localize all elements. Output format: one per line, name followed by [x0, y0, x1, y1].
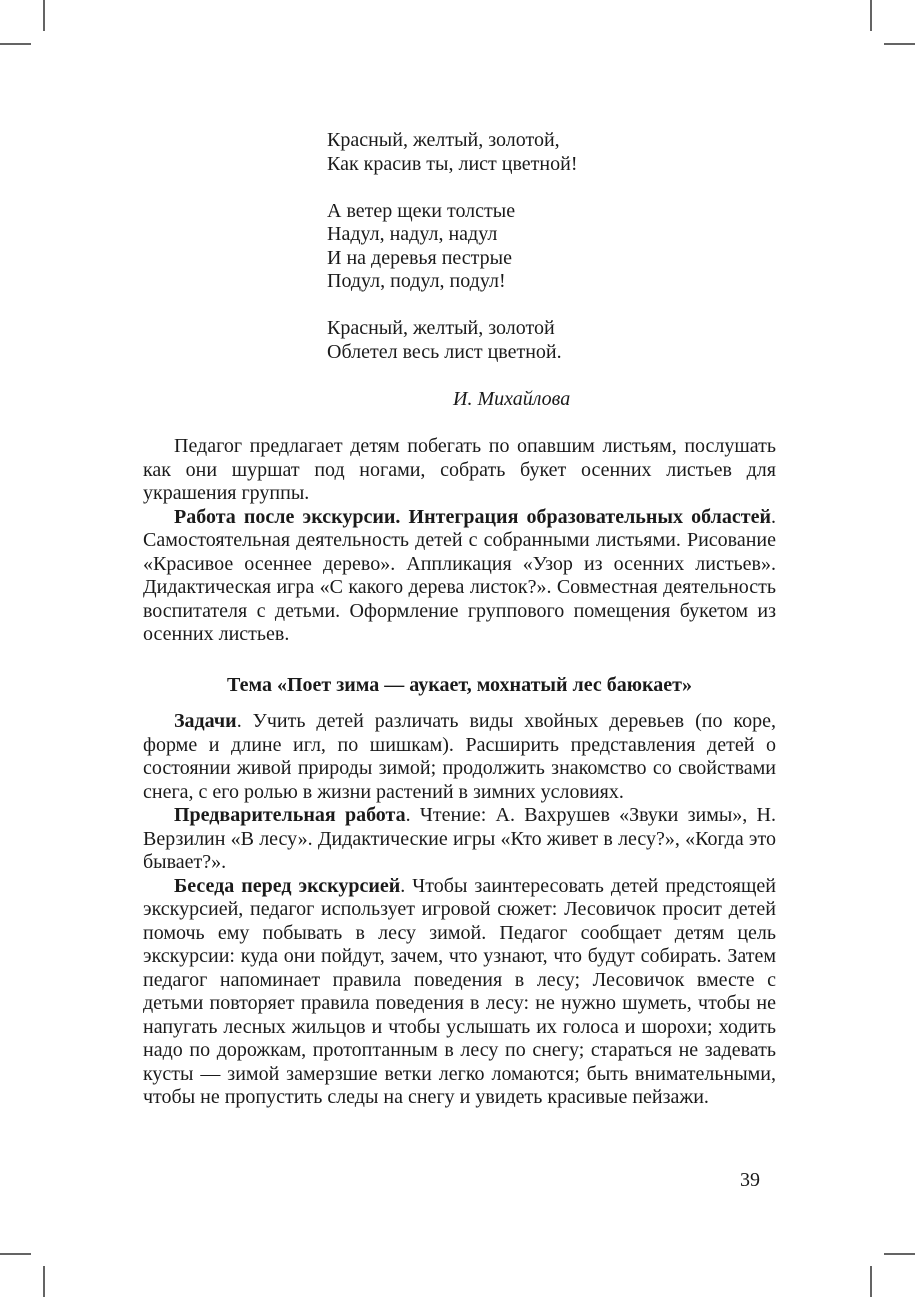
poem-line: Красный, желтый, золотой, [327, 129, 560, 151]
paragraph-text: . Чтобы заинтересовать детей предстоящей экскурсией, педагог использует игровой сюжет: Лесовичок просит детей помочь ему побывать в лесу зимой. Педагог сообщает детям цель экскурсии: куда они пойдут, зачем, что узнают, что будут собирать. Затем педагог напоминает правила поведения в лесу; Лесовичок вместе с детьми повторяет правила поведения в лесу: не нужно шуметь, чтобы не напугать лесных жильцов и чтобы услышать их голоса и шорохи; ходить надо по дорожкам, протоптанным в лесу по снегу; стараться не задевать кусты — зимой замерзшие ветки легко ломаются; быть внимательными, чтобы не пропустить следы на снегу и увидеть красивые пейзажи. [143, 874, 776, 1108]
paragraph-lead: Предварительная работа [174, 804, 406, 826]
paragraph-text: . Самостоятельная деятельность детей с собранными листьями. Рисование «Красивое осеннее дерево». Аппликация «Узор из осенних листьев». Дидактическая игра «С какого дерева листок?». Совместная деятельность воспитателя с детьми. Оформление группового помещения букетом из осенних листьев. [143, 505, 776, 645]
paragraph-tasks [143, 710, 776, 804]
poem-line: А ветер щеки толстые [327, 199, 516, 222]
crop-mark-top-left-vertical [43, 0, 45, 31]
section-heading: Тема «Поет зима — аукает, мохнатый лес баюкает» [227, 673, 692, 696]
paragraph-lead: Задачи [174, 710, 237, 732]
paragraph-text: . Чтение: А. Вахрушев «Звуки зимы», Н. Верзилин «В лесу». Дидактические игры «Кто живет в лесу?», «Когда это бывает?». [143, 804, 776, 873]
crop-mark-bottom-left-vertical [43, 1266, 45, 1297]
paragraph-work-after-excursion [143, 506, 776, 647]
poem-author: И. Михайлова [453, 387, 571, 410]
paragraph-text: . Учить детей различать виды хвойных деревьев (по коре, форме и длине игл, по шишкам). Расширить представления детей о состоянии живой природы зимой; продолжить знакомство со свойствами снега, с его ролью в жизни растений в зимних условиях. [143, 710, 776, 803]
poem-line: Красный, желтый, золотой [327, 317, 555, 339]
poem-line: Подул, подул, подул! [327, 270, 506, 292]
paragraph-talk-before-excursion [143, 875, 776, 1110]
paragraph-text: Педагог предлагает детям побегать по опавшим листьям, послушать как они шуршат под ногами, собрать букет осенних листьев для украшения группы. [143, 435, 776, 504]
paragraph-after-excursion-intro [143, 435, 776, 506]
crop-mark-top-right-vertical [870, 0, 872, 31]
crop-mark-top-left-horizontal [0, 43, 31, 45]
poem-stanza-2 [327, 200, 776, 294]
paragraph-lead: Беседа перед экскурсией [174, 874, 401, 897]
poem-stanza-3 [327, 317, 776, 364]
poem-line: Облетел весь лист цветной. [327, 340, 562, 363]
crop-mark-top-right-horizontal [884, 43, 915, 45]
crop-mark-bottom-left-horizontal [0, 1253, 31, 1255]
page-number: 39 [740, 1169, 760, 1191]
poem-line: Как красив ты, лист цветной! [327, 152, 578, 175]
page-content [143, 129, 776, 1110]
poem-stanza-1 [327, 129, 776, 176]
crop-mark-bottom-right-vertical [870, 1266, 872, 1297]
poem-line: И на деревья пестрые [327, 246, 512, 269]
paragraph-preliminary-work [143, 804, 776, 875]
poem-line: Надул, надул, надул [327, 223, 498, 245]
crop-mark-bottom-right-horizontal [884, 1253, 915, 1255]
poem [327, 129, 776, 411]
paragraph-lead: Работа после экскурсии. Интеграция образовательных областей [174, 505, 771, 528]
